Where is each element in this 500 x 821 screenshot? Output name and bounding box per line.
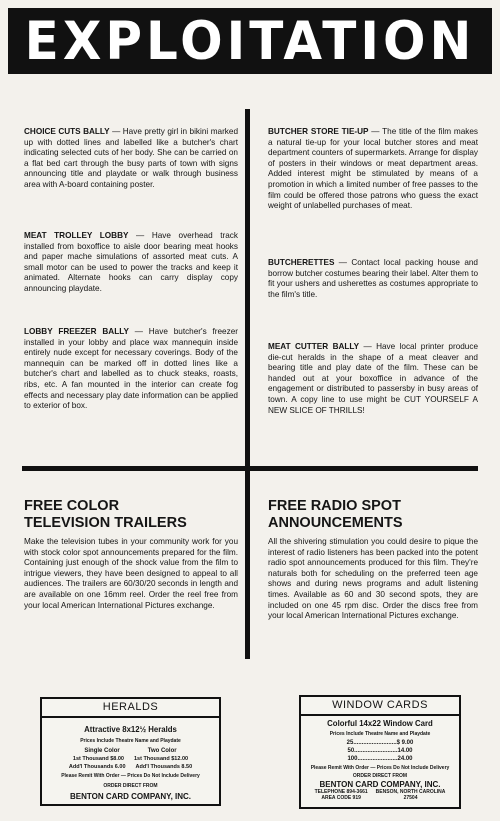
- heralds-box: [40, 697, 221, 806]
- section-heading: BUTCHER STORE TIE-UP: [268, 127, 369, 136]
- window-cards-company: BENTON CARD COMPANY, INC.: [319, 780, 441, 789]
- heralds-price: Add'l Thousands 8.50: [135, 764, 193, 770]
- section-heading: LOBBY FREEZER BALLY: [24, 327, 129, 336]
- section-heading: MEAT CUTTER BALLY: [268, 342, 360, 351]
- heralds-title: HERALDS: [40, 697, 221, 718]
- section-body: — The title of the film makes a natural tie-up for your local butcher stores and meat department counters of supermarkets. Arrange for display of posters in their windows or meat department areas. Added interest might be stimulated by means of a promotion in which a limited number of free passes to the film could be offered those patrons who guess the exact weight of unlabelled purchases of meat.: [268, 127, 478, 211]
- window-cards-price: 100........................24.00: [347, 756, 413, 762]
- section-meat-trolley-lobby: [24, 231, 238, 295]
- heralds-price: 1st Thousand $12.00: [133, 756, 189, 762]
- heralds-company: BENTON CARD COMPANY, INC.: [69, 792, 192, 801]
- vertical-divider: [245, 109, 250, 659]
- heralds-price: Add'l Thousands 6.00: [68, 764, 126, 770]
- window-cards-contact: [301, 789, 459, 801]
- section-heading: BUTCHERETTES: [268, 258, 335, 267]
- window-cards-address: BENSON, NORTH CAROLINA: [375, 789, 446, 795]
- heralds-price: 1st Thousand $8.00: [72, 756, 124, 762]
- window-cards-price: 50..........................14.00: [347, 748, 413, 754]
- heralds-order-direct: ORDER DIRECT FROM: [103, 783, 158, 789]
- heralds-prices-note: Prices Include Theatre Name and Playdate: [80, 738, 181, 744]
- section-body: — Have pretty girl in bikini marked up with dotted lines and labelled like a butcher's chart indicating selected cuts of her body. She can be carried on a flat bed cart through the busy parts of town with signs announcing title and playdate or walk through business area with A-board containing poster.: [24, 127, 238, 189]
- horizontal-divider: [22, 466, 478, 471]
- heralds-price-row: [42, 763, 219, 771]
- window-cards-zip: 27504: [403, 795, 418, 801]
- heralds-col2-head: Two Color: [147, 748, 177, 754]
- section-big-heading: [24, 498, 238, 531]
- window-cards-box: [299, 695, 461, 809]
- page-title: EXPLOITATION: [24, 10, 476, 72]
- section-big-heading: [268, 498, 478, 531]
- section-body: — Have butcher's freezer installed in your lobby and place wax mannequin inside entirely nude except for necessary coverings. Body of the mannequin can be marked off in dotted lines like a butcher's chart and labelled as to chuck steaks, roasts, ribs, etc. A fan mounted in the interior can create fog effects and necessary play date information can be applied to exterior of box.: [24, 327, 238, 411]
- heralds-col1-head: Single Color: [84, 748, 120, 754]
- section-body: All the shivering stimulation you could desire to pique the interest of radio listeners has been packed into the potent radio spot announcements produced for this film. They're naturals both for scheduling on the preferred teen age shows and during news programs and adult listening times. Available as 60 and 30 second spots, they are included on one 45 rpm disc. Order the discs free from your local American International Pictures exchange.: [268, 537, 478, 621]
- section-butcherettes: [268, 258, 478, 300]
- section-choice-cuts-bally: [24, 127, 238, 191]
- section-body: — Contact local packing house and borrow butcher costumes bearing their label. Alter them to fit your ushers and usherettes as costumes appropriate to the film's title.: [268, 258, 478, 299]
- window-cards-telephone: TELEPHONE 894-3661: [314, 789, 368, 795]
- window-cards-title: WINDOW CARDS: [299, 695, 461, 716]
- section-heading: MEAT TROLLEY LOBBY: [24, 231, 129, 240]
- section-body: Make the television tubes in your community work for you with stock color spot announcements prepared for the film. Containing just enough of the shock value from the film to intrigue viewers, they have been designed to appeal to all audiences. The trailers are 60/30/20 seconds in length and are available on one 16mm reel. Order the reel free from your local American International Pictures exchange.: [24, 537, 238, 610]
- heralds-remit-note: Please Remit With Order — Prices Do Not Include Delivery: [61, 773, 200, 779]
- heading-line: TELEVISION TRAILERS: [24, 514, 187, 531]
- page-header: [8, 8, 492, 74]
- section-heading: CHOICE CUTS BALLY: [24, 127, 110, 136]
- window-cards-subtitle: Colorful 14x22 Window Card: [327, 719, 433, 728]
- section-tv-trailers: [24, 498, 238, 611]
- heralds-subtitle: Attractive 8x12½ Heralds: [84, 725, 177, 734]
- section-butcher-store-tie-up: [268, 127, 478, 212]
- section-body: — Have overhead track installed from boxoffice to aisle door bearing meat hooks and paper mache simulations of assorted meat cuts. A small motor can be used to power the tracks and keep it animated. Alternate hooks can carry display copy announcing playdate.: [24, 231, 238, 293]
- section-meat-cutter-bally: [268, 342, 478, 416]
- window-cards-area-code: AREA CODE 919: [321, 795, 361, 801]
- section-lobby-freezer-bally: [24, 327, 238, 412]
- section-body: — Have local printer produce die-cut heralds in the shape of a meat cleaver and bearing title and play date of the film. These can be handed out at your boxoffice in advance of the engagement or distributed to passersby in busy areas of town. A copy line to use might be CUT YOURSELF A NEW SLICE OF THRILLS!: [268, 342, 478, 415]
- window-cards-order-direct: ORDER DIRECT FROM: [352, 773, 408, 779]
- heading-line: FREE RADIO SPOT: [268, 498, 401, 514]
- heralds-price-row: [42, 755, 219, 763]
- window-cards-remit-note: Please Remit With Order — Prices Do Not Include Delivery: [310, 765, 450, 771]
- section-radio-spots: [268, 498, 478, 622]
- heading-line: FREE COLOR: [24, 498, 120, 514]
- window-cards-price: 25..........................$ 9.00: [346, 740, 414, 746]
- heading-line: ANNOUNCEMENTS: [268, 514, 403, 531]
- heralds-col-heads: [42, 747, 219, 755]
- window-cards-prices-note: Prices Include Theatre Name and Playdate: [329, 731, 431, 737]
